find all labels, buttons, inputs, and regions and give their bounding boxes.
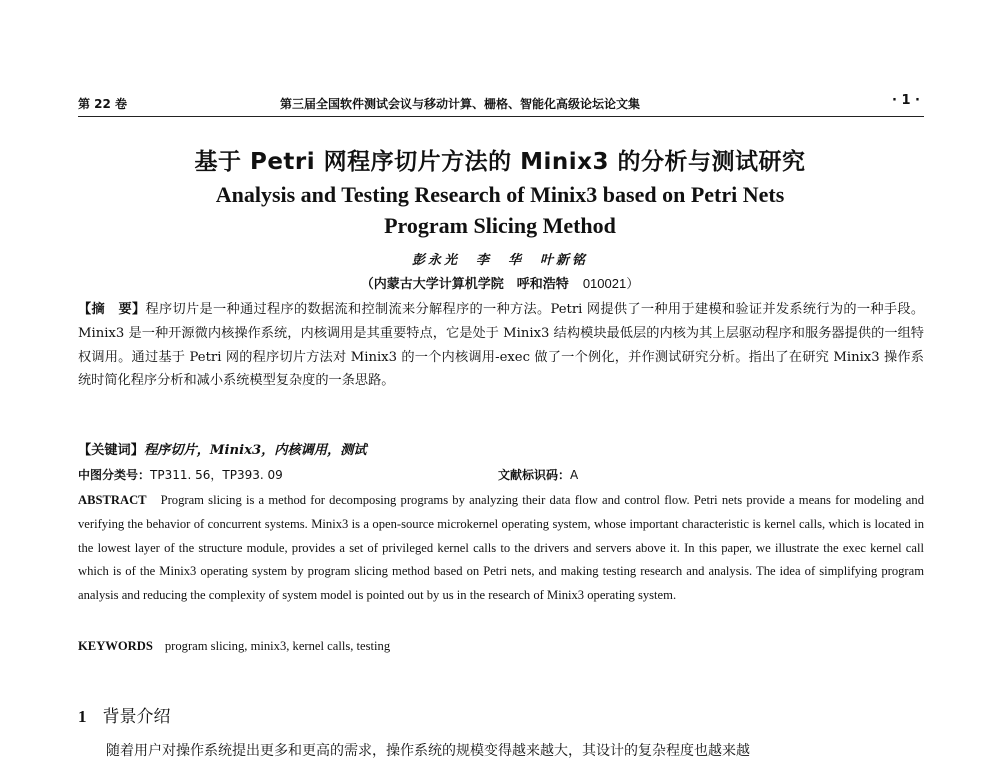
volume-number: 第 22 卷 (78, 97, 128, 111)
clc-number (78, 466, 283, 483)
keywords-chinese-items: 程序切片，Minix3，内核调用，测试 (143, 443, 367, 458)
affiliation-name: （内蒙古大学计算机学院 呼和浩特 (360, 277, 569, 292)
clc-label: 中图分类号： (78, 468, 151, 482)
abstract-chinese-text: 程序切片是一种通过程序的数据流和控制流来分解程序的一种方法。Petri 网提供了一种用于建模和验证并发系统行为的一种手段。Minix3 是一种开源微内核操作系统，内核调用是其重要特点，它是处于 Minix3 结构模块最低层的内核为其上层驱动程序和服务器提供的一组特权调用。通过基于 Petri 网的程序切片方法对 Minix3 的一个内核调用-exec 做了一个例化，并作测试研究分析。指出了在研究 Minix3 操作系统时简化程序分析和减小系统模型复杂度的一条思路。 (78, 302, 925, 389)
affiliation-zip: 010021） (582, 276, 640, 291)
keywords-english (78, 636, 924, 656)
header-rule (78, 116, 924, 117)
abstract-english-text: Program slicing is a method for decomposing programs by analyzing their data flow and control flow. Petri nets provide a means for modeling and verifying the behavior of concurrent systems. Minix3 is a open-source microkernel operating system, whose important characteristic is kernel calls, which is located in the lowest layer of the structure module, provides a set of privileged kernel calls to the drivers and servers above it. In this paper, we illustrate the exec kernel call which is of the Minix3 operating system by program slicing method based on Petri nets, and making testing research and analysis. The idea of simplifying program analysis and reducing the complexity of system model is pointed out by us in the research of Minix3 operating system. (78, 493, 924, 603)
body-paragraph: 随着用户对操作系统提出更多和更高的需求，操作系统的规模变得越来越大，其设计的复杂程度也越来越 (106, 743, 750, 759)
section-title: 背景介绍 (102, 707, 171, 727)
paper-title-english (60, 179, 940, 241)
running-header (78, 93, 924, 115)
document-code-value: A (570, 468, 579, 482)
section-number: 1 (78, 707, 87, 726)
keywords-english-items: program slicing, minix3, kernel calls, testing (164, 639, 391, 653)
document-code-label: 文献标识码： (498, 468, 571, 482)
clc-value: TP311. 56，TP393. 09 (150, 468, 283, 482)
keywords-chinese-label: 【关键词】 (78, 443, 144, 458)
paper-title-english-line2: Program Slicing Method (384, 213, 616, 238)
abstract-english (78, 489, 924, 608)
paper-title-english-line1: Analysis and Testing Research of Minix3 based on Petri Nets (215, 182, 785, 207)
keywords-english-label: KEYWORDS (78, 639, 153, 653)
paper-title-chinese: 基于 Petri 网程序切片方法的 Minix3 的分析与测试研究 (194, 149, 806, 175)
keywords-chinese (78, 441, 924, 461)
classification-line (78, 466, 924, 486)
page-number: · 1 · (892, 93, 920, 108)
abstract-chinese (78, 298, 924, 393)
abstract-chinese-label: 【摘 要】 (78, 302, 146, 317)
author-list: 彭永光 李 华 叶新铭 (411, 253, 588, 268)
section-heading (78, 702, 924, 727)
author-affiliation (0, 273, 1000, 292)
abstract-english-label: ABSTRACT (78, 493, 147, 507)
journal-title: 第三届全国软件测试会议与移动计算、栅格、智能化高级论坛论文集 (280, 97, 641, 111)
document-code (498, 466, 578, 483)
